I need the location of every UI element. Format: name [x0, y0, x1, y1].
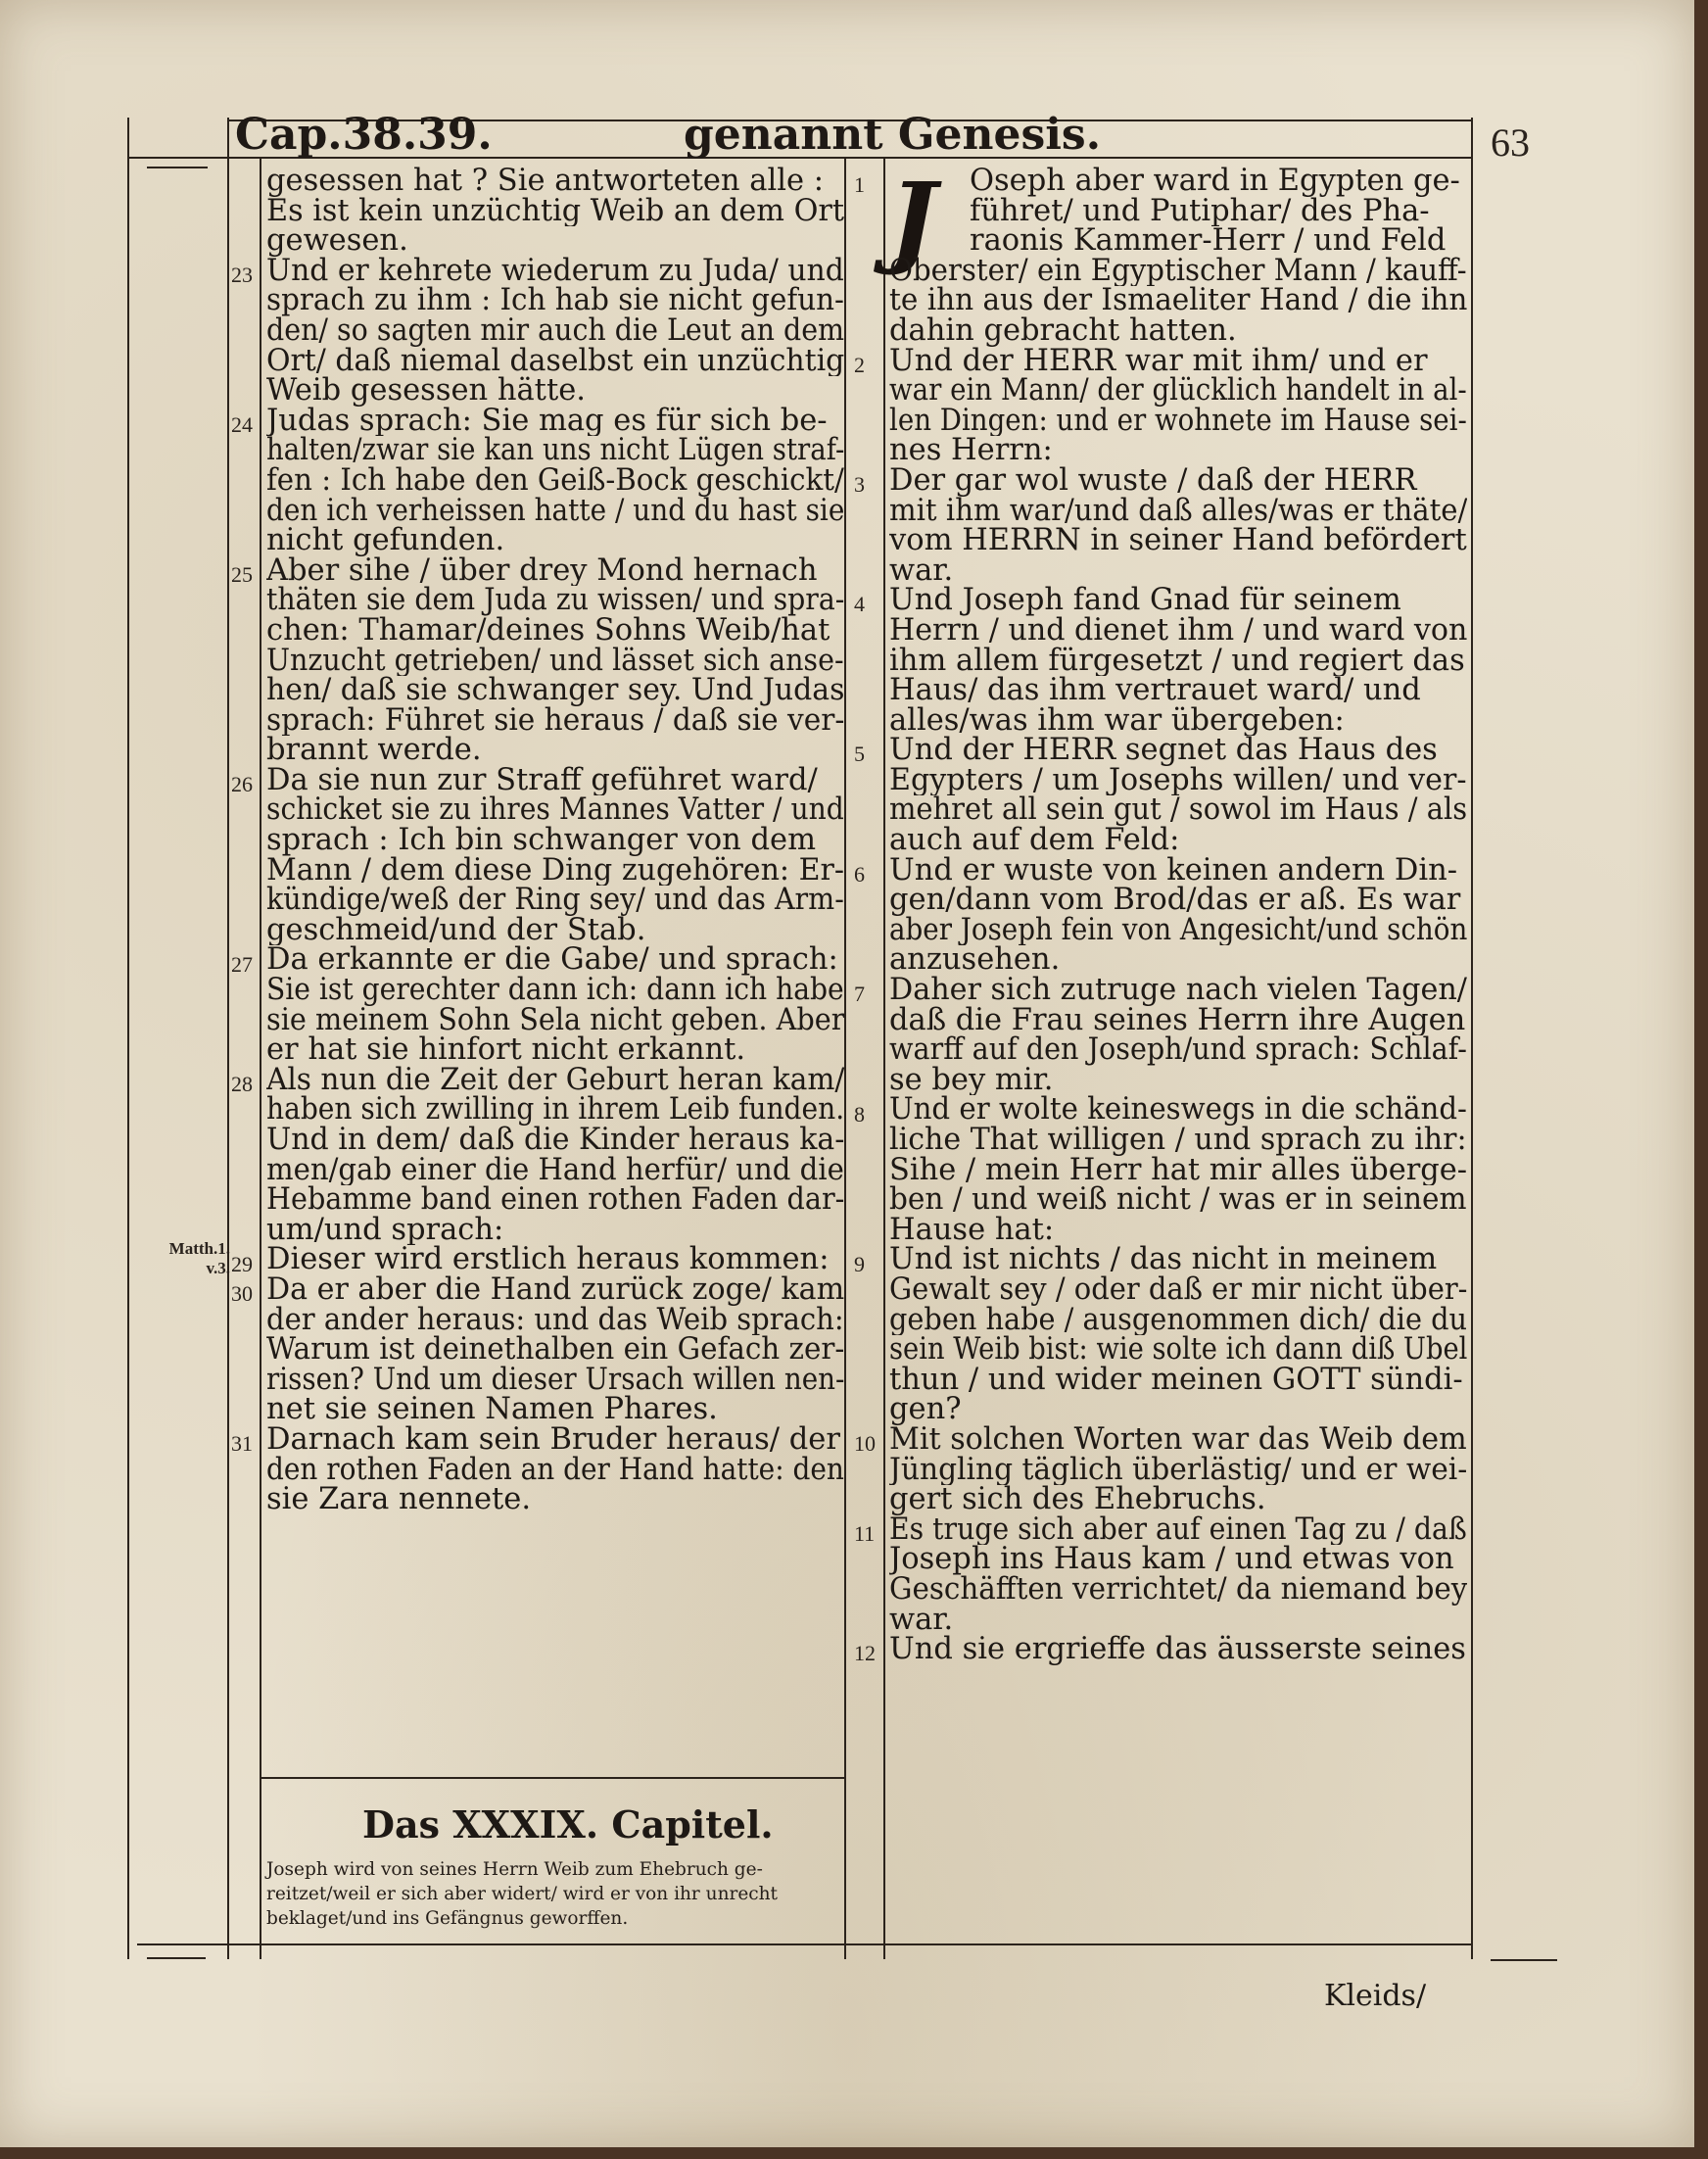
text-line: vom HERRN in seiner Hand befördert [889, 526, 1467, 556]
text-line: Und ist nichts / das nicht in meinem [889, 1245, 1438, 1275]
text-line: Egypters / um Josephs willen/ und ver- [889, 765, 1467, 796]
verse-number: 23 [231, 262, 253, 287]
verse-number: 8 [854, 1101, 865, 1127]
text-line: geschmeid/und der Stab. [266, 915, 646, 946]
text-line: Und er wolte keineswegs in die schänd- [889, 1095, 1467, 1126]
text-line: thun / und wider meinen GOTT sündi- [889, 1365, 1463, 1396]
text-line: rissen? Und um dieser Ursach willen nen- [266, 1365, 844, 1396]
text-line: kündige/weß der Ring sey/ und das Arm- [266, 886, 844, 916]
verse-number: 25 [231, 561, 253, 587]
margin-reference [137, 1239, 230, 1278]
text-line: den ich verheissen hatte / und du hast sie [266, 496, 844, 527]
text-line: fen : Ich habe den Geiß-Bock geschickt/ [266, 465, 844, 497]
text-line: Sie ist gerechter dann ich: dann ich habe [266, 976, 844, 1006]
text-line: Es truge sich aber auf einen Tag zu / daß [889, 1514, 1467, 1546]
left-margin-top-rule [147, 167, 208, 168]
text-line: Joseph ins Haus kam / und etwas von [889, 1545, 1454, 1575]
text-line: Daher sich zutruge nach vielen Tagen/ [889, 976, 1467, 1006]
text-line: brannt werde. [266, 736, 482, 766]
text-line: men/gab einer die Hand herfür/ und die [266, 1155, 844, 1186]
verse-number: 1 [854, 172, 865, 197]
text-line: Hebamme band einen rothen Faden dar- [266, 1185, 844, 1216]
text-line: ben / und weiß nicht / was er in seinem [889, 1185, 1467, 1216]
text-line: sie Zara nennete. [266, 1485, 532, 1515]
text-line: Mit solchen Worten war das Weib dem [889, 1424, 1467, 1456]
text-line: nicht gefunden. [266, 526, 505, 556]
chapter-summary-line: Joseph wird von seines Herrn Weib zum Ehebruch ge- [266, 1859, 763, 1880]
text-line: Hause hat: [889, 1215, 1055, 1246]
text-line: sprach: Führet sie heraus / daß sie ver- [266, 705, 844, 737]
text-line: schicket sie zu ihres Mannes Vatter / und [266, 795, 844, 827]
text-line: Als nun die Zeit der Geburt heran kam/ [266, 1065, 844, 1096]
text-line: Oseph aber ward in Egypten ge- [970, 167, 1460, 197]
verse-number: 29 [231, 1251, 253, 1276]
text-line: Sihe / mein Herr hat mir alles überge- [889, 1155, 1467, 1186]
text-line: gewesen. [266, 226, 408, 257]
text-line: se bey mir. [889, 1065, 1054, 1096]
text-line: haben sich zwilling in ihrem Leib funden. [266, 1095, 844, 1126]
text-line: Und der HERR segnet das Haus des [889, 736, 1438, 766]
text-line: mehret all sein gut / sowol im Haus / als [889, 795, 1467, 827]
right-text-rule [1471, 118, 1473, 1959]
left-text-column [266, 167, 844, 1515]
page-number: 63 [1491, 120, 1530, 165]
verse-number: 6 [854, 861, 865, 887]
text-line: Es ist kein unzüchtig Weib an dem Ort [266, 196, 844, 227]
text-line: daß die Frau seines Herrn ihre Augen [889, 1005, 1466, 1036]
right-text-column [889, 161, 1467, 1665]
left-text-rule [260, 157, 261, 1959]
catchword: Kleids/ [1324, 1979, 1427, 2013]
outer-left-rule [127, 118, 129, 1959]
text-line: Warum ist deinethalben ein Gefach zer- [266, 1335, 844, 1366]
text-line: den rothen Faden an der Hand hatte: den [266, 1455, 844, 1486]
chapter-heading: Das XXXIX. Capitel. [362, 1802, 774, 1847]
text-line: Weib gesessen hätte. [266, 376, 586, 407]
verse-number: 12 [854, 1641, 876, 1666]
text-line: um/und sprach: [266, 1215, 504, 1246]
text-line: alles/was ihm war übergeben: [889, 705, 1345, 737]
bottom-rule [137, 1943, 1471, 1945]
text-line: nes Herrn: [889, 436, 1053, 466]
text-line: den/ so sagten mir auch die Leut an dem [266, 315, 844, 347]
text-line: gen? [889, 1395, 962, 1425]
text-line: Und er wuste von keinen andern Din- [889, 855, 1458, 887]
chapter-summary [266, 1857, 844, 1931]
text-line: mit ihm war/und daß alles/was er thäte/ [889, 496, 1467, 527]
text-line: Jüngling täglich überlästig/ und er wei- [889, 1455, 1467, 1486]
text-line: Gewalt sey / oder daß er mir nicht über- [889, 1274, 1467, 1306]
verse-number: 2 [854, 352, 865, 377]
verse-number: 31 [231, 1431, 253, 1457]
text-line: sein Weib bist: wie solte ich dann diß Ubel [889, 1335, 1467, 1366]
text-line: thäten sie dem Juda zu wissen/ und spra- [266, 586, 844, 616]
center-rule-right [883, 157, 885, 1959]
verse-number: 3 [854, 472, 865, 497]
text-line: Judas sprach: Sie mag es für sich be- [266, 406, 828, 437]
verse-number: 10 [854, 1431, 876, 1457]
text-line: hen/ daß sie schwanger sey. Und Judas [266, 676, 844, 706]
verse-number: 24 [231, 411, 253, 437]
margin-reference-verse: v.3. [206, 1259, 230, 1277]
text-line: Da erkannte er die Gabe/ und sprach: [266, 945, 838, 977]
running-head-title: genannt Genesis. [684, 110, 1102, 160]
text-line: Aber sihe / über drey Mond hernach [266, 555, 818, 587]
verse-number: 28 [231, 1072, 253, 1096]
drop-capital: J [889, 161, 937, 278]
verse-number: 26 [231, 772, 253, 796]
running-head-chapter: Cap.38.39. [235, 110, 493, 160]
text-line: Der gar wol wuste / daß der HERR [889, 465, 1417, 497]
left-margin-bottom-rule [147, 1957, 206, 1959]
right-margin-bottom-rule [1491, 1959, 1557, 1961]
chapter-summary-line: reitzet/weil er sich aber widert/ wird er von ihr unrecht [266, 1884, 778, 1904]
text-line: Und er kehrete wiederum zu Juda/ und [266, 256, 844, 287]
text-line: sprach zu ihm : Ich hab sie nicht gefun- [266, 286, 844, 316]
text-line: aber Joseph fein von Angesicht/und schön [889, 915, 1467, 946]
text-line: Haus/ das ihm vertrauet ward/ und [889, 676, 1421, 706]
text-line: auch auf dem Feld: [889, 826, 1180, 856]
text-line: net sie seinen Namen Phares. [266, 1395, 718, 1425]
text-line: gen/dann vom Brod/das er aß. Es war [889, 886, 1461, 916]
text-line: warff auf den Joseph/und sprach: Schlaf- [889, 1035, 1467, 1066]
margin-reference-book: Matth.1. [168, 1239, 230, 1258]
text-line: führet/ und Putiphar/ des Pha- [970, 196, 1430, 227]
chapter-box-rule [260, 1777, 844, 1779]
chapter-summary-line: beklaget/und ins Gefängnus geworffen. [266, 1908, 629, 1929]
text-line: Herrn / und dienet ihm / und ward von [889, 615, 1467, 647]
text-line: Mann / dem diese Ding zugehören: Er- [266, 855, 844, 887]
text-line: der ander heraus: und das Weib sprach: [266, 1305, 844, 1336]
text-line: len Dingen: und er wohnete im Hause sei- [889, 406, 1467, 437]
text-line: halten/zwar sie kan uns nicht Lügen straf- [266, 436, 844, 466]
verse-number: 5 [854, 742, 865, 767]
text-line: Und in dem/ daß die Kinder heraus ka- [266, 1126, 844, 1156]
text-line: Da sie nun zur Straff geführet ward/ [266, 765, 818, 796]
verse-number: 7 [854, 982, 865, 1007]
text-line: sprach : Ich bin schwanger von dem [266, 826, 817, 856]
text-line: raonis Kammer-Herr / und Feld [970, 226, 1447, 257]
verse-number: 9 [854, 1251, 865, 1276]
text-line: te ihn aus der Ismaeliter Hand / die ihn [889, 286, 1467, 316]
text-line: Oberster/ ein Egyptischer Mann / kauff- [889, 256, 1467, 287]
text-line: Darnach kam sein Bruder heraus/ der [266, 1424, 840, 1456]
text-line: anzusehen. [889, 945, 1061, 977]
text-line: Unzucht getrieben/ und lässet sich anse- [266, 646, 844, 677]
text-line: ihm allem fürgesetzt / und regiert das [889, 646, 1465, 677]
text-line: war. [889, 1605, 954, 1636]
text-line: dahin gebracht hatten. [889, 315, 1237, 347]
text-line: chen: Thamar/deines Sohns Weib/hat [266, 615, 830, 647]
text-line: Ort/ daß niemal daselbst ein unzüchtig [266, 346, 844, 377]
text-line: Da er aber die Hand zurück zoge/ kam [266, 1274, 844, 1306]
verse-number: 27 [231, 951, 253, 977]
verse-number: 4 [854, 592, 865, 617]
text-line: geben habe / ausgenommen dich/ die du [889, 1305, 1467, 1336]
text-line: liche That willigen / und sprach zu ihr: [889, 1126, 1467, 1156]
center-rule-left [844, 157, 846, 1959]
text-line: er hat sie hinfort nicht erkannt. [266, 1035, 746, 1066]
verse-number: 30 [231, 1281, 253, 1307]
text-line: gert sich des Ehebruchs. [889, 1485, 1266, 1515]
text-line: gesessen hat ? Sie antworteten alle : [266, 167, 824, 197]
text-line: Geschäfften verrichtet/ da niemand bey [889, 1574, 1467, 1606]
text-line: Und Joseph fand Gnad für seinem [889, 586, 1401, 616]
inner-left-rule [227, 118, 229, 1959]
text-line: war. [889, 555, 954, 587]
text-line: sie meinem Sohn Sela nicht geben. Aber [266, 1005, 844, 1036]
verse-number: 11 [854, 1521, 876, 1546]
text-line: Und der HERR war mit ihm/ und er [889, 346, 1428, 377]
text-line: Dieser wird erstlich heraus kommen: [266, 1245, 830, 1275]
text-line: Und sie ergrieffe das äusserste seines [889, 1635, 1466, 1665]
text-line: war ein Mann/ der glücklich handelt in al- [889, 376, 1467, 407]
